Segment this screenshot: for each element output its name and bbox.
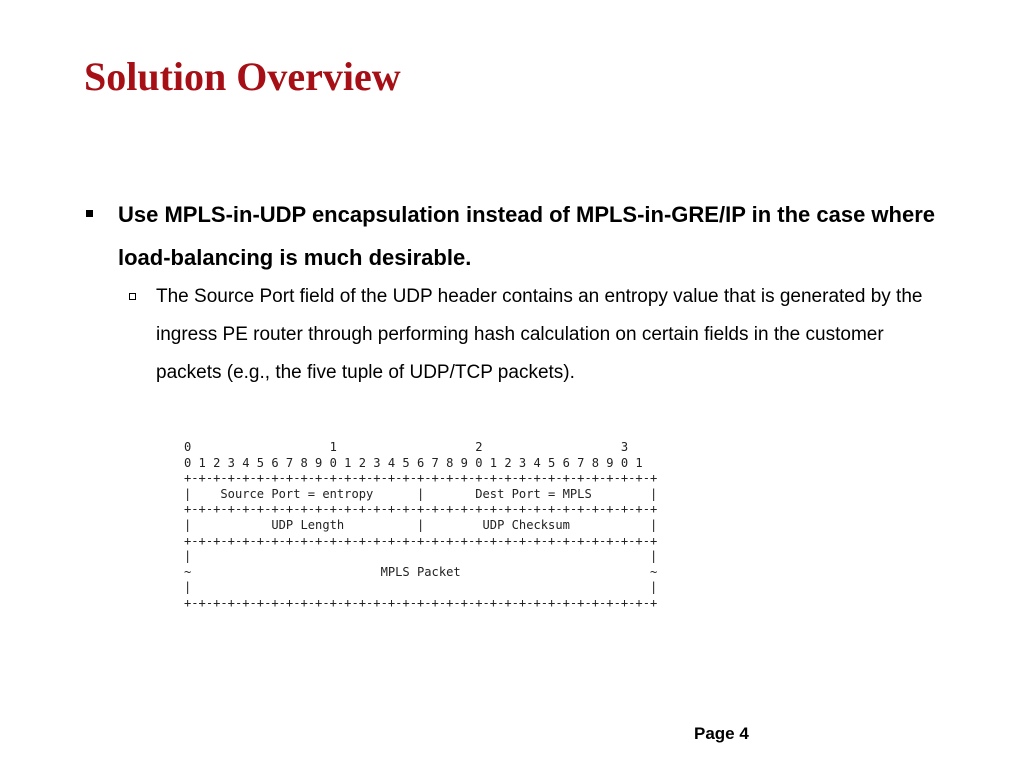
diagram-line: | Source Port = entropy | Dest Port = MPLS | [184, 486, 658, 501]
diagram-line: ~ MPLS Packet ~ [184, 564, 658, 579]
diagram-line: | UDP Length | UDP Checksum | [184, 517, 658, 532]
sub-bullet-hollow-square-icon [129, 293, 136, 300]
diagram-line: +-+-+-+-+-+-+-+-+-+-+-+-+-+-+-+-+-+-+-+-+-+-+-+-+-+-+-+-+-+-+-+-+ [184, 471, 658, 486]
diagram-line: +-+-+-+-+-+-+-+-+-+-+-+-+-+-+-+-+-+-+-+-+-+-+-+-+-+-+-+-+-+-+-+-+ [184, 533, 658, 548]
udp-header-diagram [184, 440, 657, 612]
diagram-line: +-+-+-+-+-+-+-+-+-+-+-+-+-+-+-+-+-+-+-+-+-+-+-+-+-+-+-+-+-+-+-+-+ [184, 595, 658, 610]
diagram-line: | | [184, 580, 658, 595]
diagram-line: 0 1 2 3 4 5 6 7 8 9 0 1 2 3 4 5 6 7 8 9 0 1 2 3 4 5 6 7 8 9 0 1 [184, 455, 643, 470]
page-number: Page 4 [694, 724, 749, 743]
diagram-line: 0 1 2 3 [184, 440, 629, 454]
sub-bullet-source-port-entropy: The Source Port field of the UDP header contains an entropy value that is generated by the ingress PE router through performing hash calculation on certain fields in the customer packets (e.g., the five tuple of UDP/TCP packets). [156, 286, 923, 383]
bullet-square-icon [86, 210, 93, 217]
diagram-line: | | [184, 549, 658, 564]
bullet-mpls-in-udp: Use MPLS-in-UDP encapsulation instead of MPLS-in-GRE/IP in the case where load-balancing is much desirable. [118, 202, 936, 270]
slide-title: Solution Overview [84, 54, 401, 99]
diagram-line: +-+-+-+-+-+-+-+-+-+-+-+-+-+-+-+-+-+-+-+-+-+-+-+-+-+-+-+-+-+-+-+-+ [184, 502, 658, 517]
